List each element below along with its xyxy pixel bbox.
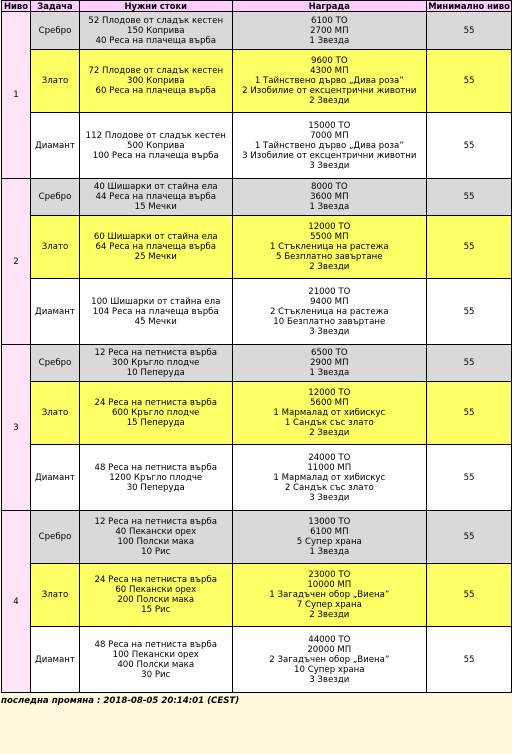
reward-cell bbox=[232, 50, 427, 113]
reward-item: 24000 ТО bbox=[308, 452, 351, 463]
goods-item: 100 Полски мака bbox=[117, 537, 195, 547]
goods-cell bbox=[79, 216, 232, 279]
reward-item: 23000 ТО bbox=[308, 570, 351, 580]
table-row bbox=[2, 113, 512, 179]
reward-item: 5 Безплатно завъртане bbox=[276, 252, 383, 262]
goods-item: 10 Рис bbox=[141, 547, 171, 557]
goods-cell bbox=[79, 50, 232, 113]
task-cell: Злато bbox=[30, 216, 79, 279]
goods-item: 150 Коприва bbox=[127, 25, 185, 36]
reward-cell bbox=[232, 382, 427, 445]
goods-item: 104 Реса на плачеща върба bbox=[92, 306, 219, 317]
reward-item: 3 Звезди bbox=[309, 160, 350, 171]
goods-cell bbox=[79, 279, 232, 345]
goods-item: 15 Мечки bbox=[134, 202, 177, 212]
level-cell: 1 bbox=[2, 12, 31, 179]
reward-item: 10000 МП bbox=[307, 580, 352, 590]
reward-item: 3 Звезди bbox=[309, 674, 350, 685]
goods-item: 100 Пекански орех bbox=[112, 649, 199, 660]
goods-cell bbox=[79, 627, 232, 693]
goods-item: 48 Реса на петниста върба bbox=[94, 462, 217, 473]
reward-cell bbox=[232, 12, 427, 50]
goods-item: 100 Шишарки от стайна ела bbox=[91, 296, 221, 307]
reward-item: 5500 МП bbox=[310, 232, 349, 242]
header-reward: Награда bbox=[232, 1, 427, 12]
reward-item: 7000 МП bbox=[310, 130, 349, 141]
task-cell: Диамант bbox=[30, 113, 79, 179]
goods-item: 40 Шишарки от стайна ела bbox=[93, 182, 218, 192]
reward-cell bbox=[232, 511, 427, 564]
task-cell: Диамант bbox=[30, 627, 79, 693]
reward-item: 2 Звезди bbox=[309, 428, 350, 438]
goods-item: 45 Мечки bbox=[134, 316, 177, 327]
reward-cell bbox=[232, 627, 427, 693]
goods-item: 40 Реса на плачеща върба bbox=[95, 35, 216, 46]
goods-item: 100 Реса на плачеща върба bbox=[92, 150, 219, 161]
header-level: Ниво bbox=[2, 1, 31, 12]
goods-item: 44 Реса на плачеща върба bbox=[95, 192, 216, 202]
goods-cell bbox=[79, 564, 232, 627]
goods-item: 12 Реса на петниста върба bbox=[94, 517, 217, 527]
goods-item: 200 Полски мака bbox=[117, 595, 195, 605]
level-cell: 4 bbox=[2, 511, 31, 693]
level-cell: 3 bbox=[2, 345, 31, 511]
min-level-cell: 55 bbox=[427, 382, 512, 445]
table-row bbox=[2, 345, 512, 382]
goods-cell bbox=[79, 12, 232, 50]
goods-item: 30 Рис bbox=[141, 669, 171, 680]
reward-item: 2 Изобилие от ексцентрични животни bbox=[242, 86, 417, 96]
min-level-cell: 55 bbox=[427, 279, 512, 345]
reward-item: 1 Тайнствено дърво „Дива роза” bbox=[254, 140, 404, 151]
task-cell: Диамант bbox=[30, 445, 79, 511]
table-row bbox=[2, 50, 512, 113]
reward-item: 12000 ТО bbox=[308, 222, 351, 232]
reward-cell bbox=[232, 113, 427, 179]
min-level-cell: 55 bbox=[427, 113, 512, 179]
reward-item: 4300 МП bbox=[310, 66, 349, 76]
goods-item: 60 Реса на плачеща върба bbox=[95, 86, 216, 96]
task-cell: Сребро bbox=[30, 511, 79, 564]
reward-cell bbox=[232, 445, 427, 511]
header-min-level: Минимално ниво bbox=[428, 1, 510, 11]
reward-item: 3600 МП bbox=[310, 192, 349, 202]
reward-item: 10 Супер храна bbox=[294, 664, 365, 675]
reward-item: 2 Звезди bbox=[309, 610, 350, 620]
reward-item: 1 Мармалад от хибискус bbox=[273, 408, 386, 418]
min-level-cell: 55 bbox=[427, 216, 512, 279]
goods-item: 24 Реса на петниста върба bbox=[94, 575, 217, 585]
task-cell: Сребро bbox=[30, 345, 79, 382]
goods-item: 52 Плодове от сладък кестен bbox=[88, 15, 224, 26]
header-goods: Нужни стоки bbox=[79, 1, 232, 12]
goods-item: 500 Коприва bbox=[127, 140, 185, 151]
goods-cell bbox=[79, 113, 232, 179]
goods-cell bbox=[79, 179, 232, 216]
goods-item: 40 Пекански орех bbox=[115, 527, 197, 537]
goods-item: 300 Кръгло плодче bbox=[112, 358, 200, 368]
min-level-cell: 55 bbox=[427, 179, 512, 216]
table-body bbox=[2, 12, 512, 693]
table-row bbox=[2, 627, 512, 693]
task-cell: Диамант bbox=[30, 279, 79, 345]
reward-item: 2 Сандък със злато bbox=[284, 482, 374, 493]
reward-item: 6100 МП bbox=[310, 527, 349, 537]
table-row bbox=[2, 279, 512, 345]
reward-item: 13000 ТО bbox=[308, 517, 351, 527]
quest-table bbox=[1, 0, 512, 693]
goods-item: 60 Шишарки от стайна ела bbox=[93, 232, 218, 242]
reward-item: 21000 ТО bbox=[308, 286, 351, 297]
reward-item: 9400 МП bbox=[310, 296, 349, 307]
reward-item: 1 Звезда bbox=[309, 202, 350, 212]
min-level-cell: 55 bbox=[427, 445, 512, 511]
reward-item: 6500 ТО bbox=[310, 348, 348, 358]
goods-item: 64 Реса на плачеща върба bbox=[95, 242, 216, 252]
reward-item: 1 Звезда bbox=[309, 35, 350, 46]
reward-item: 5 Супер храна bbox=[296, 537, 362, 547]
level-cell: 2 bbox=[2, 179, 31, 345]
reward-item: 3 Звезди bbox=[309, 492, 350, 503]
header-row bbox=[2, 1, 512, 12]
task-cell: Сребро bbox=[30, 12, 79, 50]
goods-item: 30 Пеперуда bbox=[126, 482, 185, 493]
table-row bbox=[2, 511, 512, 564]
goods-item: 25 Мечки bbox=[134, 252, 177, 262]
goods-item: 15 Пеперуда bbox=[126, 418, 185, 428]
goods-item: 1200 Кръгло плодче bbox=[109, 472, 203, 483]
goods-cell bbox=[79, 345, 232, 382]
reward-item: 8000 ТО bbox=[310, 182, 348, 192]
goods-item: 12 Реса на петниста върба bbox=[94, 348, 217, 358]
task-cell: Злато bbox=[30, 382, 79, 445]
reward-item: 12000 ТО bbox=[308, 388, 351, 398]
goods-cell bbox=[79, 511, 232, 564]
min-level-cell: 55 bbox=[427, 511, 512, 564]
goods-item: 400 Полски мака bbox=[117, 659, 195, 670]
min-level-cell: 55 bbox=[427, 564, 512, 627]
table-row bbox=[2, 382, 512, 445]
last-modified: последна промяна : 2018-08-05 20:14:01 (CEST) bbox=[1, 696, 240, 706]
reward-item: 1 Загадъчен обор „Виена” bbox=[269, 590, 390, 600]
task-cell: Сребро bbox=[30, 179, 79, 216]
reward-item: 2 Стъкленица на растежа bbox=[269, 306, 389, 317]
reward-cell bbox=[232, 345, 427, 382]
reward-item: 9600 ТО bbox=[310, 56, 348, 66]
task-cell: Злато bbox=[30, 564, 79, 627]
reward-item: 44000 ТО bbox=[308, 634, 351, 645]
table-row bbox=[2, 12, 512, 50]
reward-item: 2 Звезди bbox=[309, 262, 350, 272]
reward-item: 1 Сандък със злато bbox=[284, 418, 374, 428]
goods-cell bbox=[79, 382, 232, 445]
min-level-cell: 55 bbox=[427, 345, 512, 382]
goods-item: 600 Кръгло плодче bbox=[112, 408, 200, 418]
reward-item: 3 Изобилие от ексцентрични животни bbox=[242, 150, 417, 161]
goods-item: 24 Реса на петниста върба bbox=[94, 398, 217, 408]
reward-item: 1 Звезда bbox=[309, 547, 350, 557]
table-row bbox=[2, 179, 512, 216]
goods-item: 72 Плодове от сладък кестен bbox=[88, 66, 224, 76]
table-row bbox=[2, 445, 512, 511]
reward-item: 2700 МП bbox=[310, 25, 349, 36]
table-row bbox=[2, 216, 512, 279]
goods-item: 15 Рис bbox=[141, 605, 171, 615]
min-level-cell: 55 bbox=[427, 627, 512, 693]
reward-cell bbox=[232, 564, 427, 627]
goods-item: 60 Пекански орех bbox=[115, 585, 197, 595]
goods-item: 10 Пеперуда bbox=[126, 368, 185, 378]
task-cell: Злато bbox=[30, 50, 79, 113]
goods-item: 48 Реса на петниста върба bbox=[94, 639, 217, 650]
min-level-cell: 55 bbox=[427, 50, 512, 113]
reward-item: 10 Безплатно завъртане bbox=[273, 316, 386, 327]
table-row bbox=[2, 564, 512, 627]
reward-item: 1 Стъкленица на растежа bbox=[269, 242, 389, 252]
reward-item: 7 Супер храна bbox=[296, 600, 362, 610]
reward-item: 15000 ТО bbox=[308, 120, 351, 131]
reward-item: 20000 МП bbox=[307, 644, 352, 655]
reward-item: 11000 МП bbox=[307, 462, 352, 473]
reward-item: 5600 МП bbox=[310, 398, 349, 408]
reward-item: 1 Тайнствено дърво „Дива роза” bbox=[254, 76, 404, 86]
reward-item: 2 Загадъчен обор „Виена” bbox=[269, 654, 390, 665]
reward-item: 1 Звезда bbox=[309, 368, 350, 378]
reward-item: 6100 ТО bbox=[310, 15, 348, 26]
reward-cell bbox=[232, 279, 427, 345]
goods-item: 112 Плодове от сладък кестен bbox=[85, 130, 226, 141]
reward-item: 2 Звезди bbox=[309, 96, 350, 106]
reward-item: 3 Звезди bbox=[309, 326, 350, 337]
header-task: Задача bbox=[30, 1, 79, 12]
min-level-cell: 55 bbox=[427, 12, 512, 50]
reward-cell bbox=[232, 216, 427, 279]
reward-item: 1 Мармалад от хибискус bbox=[273, 472, 386, 483]
goods-cell bbox=[79, 445, 232, 511]
goods-item: 300 Коприва bbox=[127, 76, 185, 86]
reward-cell bbox=[232, 179, 427, 216]
reward-item: 2900 МП bbox=[310, 358, 349, 368]
